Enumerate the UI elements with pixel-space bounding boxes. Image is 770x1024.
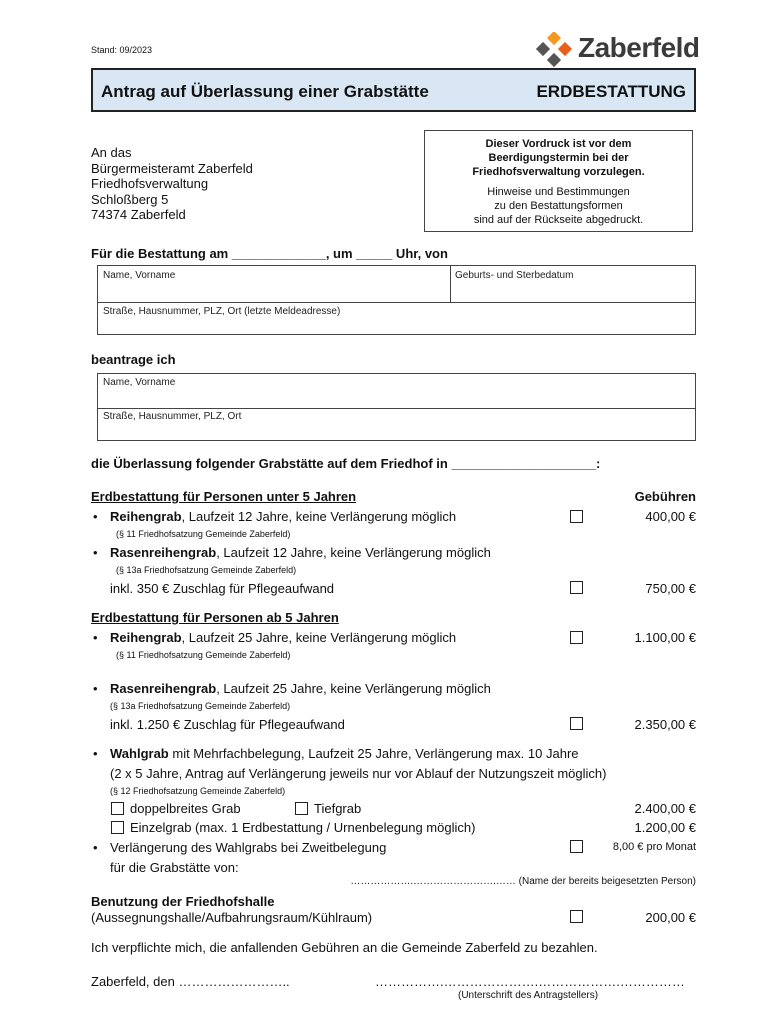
extension-label-line2: für die Grabstätte von: [110,860,239,875]
hall-price: 200,00 € [645,910,696,925]
bullet: • [93,840,98,855]
place-date-field[interactable]: Zaberfeld, den …………………….. [91,974,290,989]
section2-heading: Erdbestattung für Personen ab 5 Jahren [91,610,339,625]
burial-heading: Für die Bestattung am _____________, um _____ Uhr, von [91,246,448,261]
single-grave-label: Einzelgrab (max. 1 Erdbestattung / Urnenbelegung möglich) [130,820,476,835]
signature-field[interactable]: …………….………………….……………….…………… [375,974,685,989]
extension-checkbox[interactable] [570,840,583,853]
s1-reihengrab-ref: (§ 11 Friedhofsatzung Gemeinde Zaberfeld) [116,529,291,539]
notice-text: Dieser Vordruck ist vor dem [485,138,632,150]
s2-rasenreihengrab-label: Rasenreihengrab, Laufzeit 25 Jahre, keine Verlängerung möglich [110,681,491,696]
notice-text: sind auf der Rückseite abgedruckt. [473,214,644,226]
deceased-name-field[interactable]: Name, Vorname [103,270,176,281]
hall-text: (Aussegnungshalle/Aufbahrungsraum/Kühlraum) [91,910,373,925]
s1-reihengrab-price: 400,00 € [645,509,696,524]
double-grave-price: 2.400,00 € [634,801,696,816]
deep-grave-checkbox[interactable] [295,802,308,815]
cemetery-line: die Überlassung folgender Grabstätte auf dem Friedhof in ____________________: [91,456,601,471]
hall-checkbox[interactable] [570,910,583,923]
address-line: Friedhofsverwaltung [91,176,209,191]
stand-date: Stand: 09/2023 [91,45,153,55]
field-divider-horizontal [98,302,695,303]
s2-rasenreihengrab-checkbox[interactable] [570,717,583,730]
deceased-address-field[interactable]: Straße, Hausnummer, PLZ, Ort (letzte Meldeadresse) [103,306,341,317]
title-bar [91,68,696,112]
notice-box [424,130,693,232]
address-line: Bürgermeisteramt Zaberfeld [91,160,253,176]
s1-rasenreihengrab-checkbox[interactable] [570,581,583,594]
s2-wahlgrab-line2: (2 x 5 Jahre, Antrag auf Verlängerung jeweils nur vor Ablauf der Nutzungszeit möglich) [110,766,607,781]
s1-reihengrab-label: Reihengrab, Laufzeit 12 Jahre, keine Verlängerung möglich [110,509,457,524]
s2-rasenreihengrab-extra: inkl. 1.250 € Zuschlag für Pflegeaufwand [110,717,345,732]
address-line: 74374 Zaberfeld [91,207,186,222]
single-grave-checkbox[interactable] [111,821,124,834]
s2-wahlgrab-label: Wahlgrab mit Mehrfachbelegung, Laufzeit 25 Jahre, Verlängerung max. 10 Jahre [110,746,579,761]
extension-price: 8,00 € pro Monat [612,841,696,853]
address-line: An das [91,145,132,160]
s2-reihengrab-price: 1.100,00 € [634,630,696,645]
s1-reihengrab-checkbox[interactable] [570,510,583,523]
hall-heading: Benutzung der Friedhofshalle [91,894,275,909]
applicant-name-field[interactable]: Name, Vorname [103,377,176,388]
field-divider-vertical [450,266,451,302]
s2-reihengrab-ref: (§ 11 Friedhofsatzung Gemeinde Zaberfeld) [116,650,291,660]
extension-name-field[interactable]: ……………….…………………….…… (Name der bereits beigesetzten Person) [350,876,696,887]
extension-label: Verlängerung des Wahlgrabs bei Zweitbelegung [110,840,387,855]
deceased-dates-field[interactable]: Geburts- und Sterbedatum [455,270,574,281]
address-line: Schloßberg 5 [91,191,169,207]
notice-text: Beerdigungstermin bei der [488,152,629,164]
s1-rasenreihengrab-label: Rasenreihengrab, Laufzeit 12 Jahre, keine Verlängerung möglich [110,545,491,560]
bullet: • [93,746,98,761]
commitment-text: Ich verpflichte mich, die anfallenden Gebühren an die Gemeinde Zaberfeld zu bezahlen. [91,940,598,955]
s1-rasenreihengrab-price: 750,00 € [645,581,696,596]
double-grave-checkbox[interactable] [111,802,124,815]
applicant-address-field[interactable]: Straße, Hausnummer, PLZ, Ort [103,411,242,422]
s2-reihengrab-label: Reihengrab, Laufzeit 25 Jahre, keine Verlängerung möglich [110,630,457,645]
form-title: Antrag auf Überlassung einer Grabstätte [101,82,429,101]
double-grave-label: doppelbreites Grab [130,801,241,816]
single-grave-price: 1.200,00 € [634,820,696,835]
zaberfeld-logo [534,30,704,68]
logo-text: Zaberfeld [578,32,700,63]
notice-text: zu den Bestattungsformen [494,200,623,212]
address-block [91,145,253,223]
notice-text: Hinweise und Bestimmungen [487,186,630,198]
s2-reihengrab-checkbox[interactable] [570,631,583,644]
signature-label: (Unterschrift des Antragstellers) [458,990,599,1001]
field-divider-horizontal [98,408,695,409]
section1-heading: Erdbestattung für Personen unter 5 Jahren [91,489,357,504]
applicant-heading: beantrage ich [91,352,176,367]
fees-heading: Gebühren [634,489,696,504]
s1-rasenreihengrab-ref: (§ 13a Friedhofsatzung Gemeinde Zaberfeld) [116,565,297,575]
s2-rasenreihengrab-price: 2.350,00 € [634,717,696,732]
s2-rasenreihengrab-ref: (§ 13a Friedhofsatzung Gemeinde Zaberfeld) [110,701,291,711]
notice-text: Friedhofsverwaltung vorzulegen. [472,166,645,178]
s1-rasenreihengrab-extra: inkl. 350 € Zuschlag für Pflegeaufwand [110,581,335,596]
logo-mark-icon [534,32,578,68]
bullet: • [93,545,98,560]
applicant-fields [97,373,696,441]
s2-wahlgrab-ref: (§ 12 Friedhofsatzung Gemeinde Zaberfeld) [110,786,286,796]
bullet: • [93,509,98,524]
bullet: • [93,681,98,696]
form-type: ERDBESTATTUNG [536,82,686,101]
bullet: • [93,630,98,645]
burial-fields [97,265,696,335]
deep-grave-label: Tiefgrab [314,801,362,816]
